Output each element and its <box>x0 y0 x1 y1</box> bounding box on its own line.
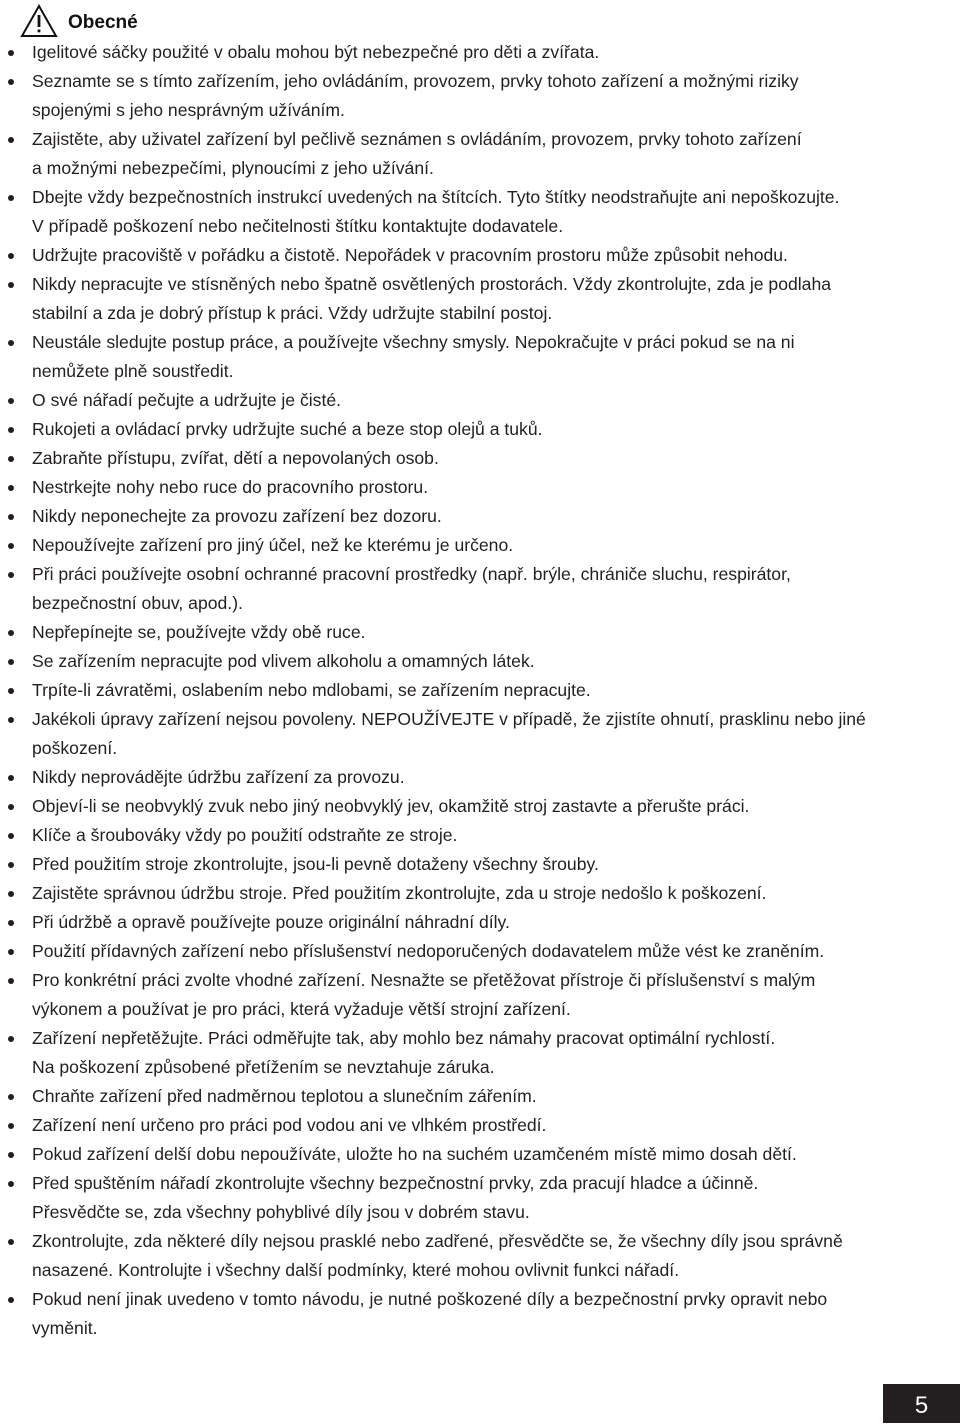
list-item-text: Udržujte pracoviště v pořádku a čistotě. Nepořádek v pracovním prostoru může způsobit nehodu. <box>32 245 788 265</box>
bullet-icon <box>8 427 14 433</box>
list-item <box>0 763 960 792</box>
list-item <box>0 38 960 67</box>
bullet-icon <box>8 1123 14 1129</box>
list-item <box>0 125 960 183</box>
list-item-text: Nepřepínejte se, používejte vždy obě ruce. <box>32 622 366 642</box>
safety-instructions-list <box>0 38 960 1343</box>
list-item <box>0 328 960 386</box>
bullet-icon <box>8 282 14 288</box>
list-item <box>0 676 960 705</box>
bullet-icon <box>8 630 14 636</box>
list-item <box>0 647 960 676</box>
bullet-icon <box>8 1297 14 1303</box>
bullet-icon <box>8 659 14 665</box>
list-item-text: Trpíte-li závratěmi, oslabením nebo mdlobami, se zařízením nepracujte. <box>32 680 591 700</box>
list-item-text: Igelitové sáčky použité v obalu mohou být nebezpečné pro děti a zvířata. <box>32 42 600 62</box>
list-item <box>0 444 960 473</box>
list-item <box>0 850 960 879</box>
bullet-icon <box>8 862 14 868</box>
list-item-text: Zařízení není určeno pro práci pod vodou ani ve vlhkém prostředí. <box>32 1115 547 1135</box>
list-item-text: vyměnit. <box>32 1318 98 1338</box>
list-item-text: Klíče a šroubováky vždy po použití odstraňte ze stroje. <box>32 825 458 845</box>
list-item <box>0 792 960 821</box>
list-item-text: Pokud není jinak uvedeno v tomto návodu, je nutné poškozené díly a bezpečnostní prvky opravit nebo <box>32 1289 828 1309</box>
list-item <box>0 1111 960 1140</box>
bullet-icon <box>8 137 14 143</box>
list-item-text: Zabraňte přístupu, zvířat, dětí a nepovolaných osob. <box>32 448 439 468</box>
list-item-text: bezpečnostní obuv, apod.). <box>32 593 243 613</box>
list-item-text: Se zařízením nepracujte pod vlivem alkoholu a omamných látek. <box>32 651 535 671</box>
bullet-icon <box>8 79 14 85</box>
list-item-text: Nepoužívejte zařízení pro jiný účel, než ke kterému je určeno. <box>32 535 514 555</box>
section-header <box>20 4 138 38</box>
section-title: Obecné <box>68 12 138 33</box>
bullet-icon <box>8 1094 14 1100</box>
bullet-icon <box>8 340 14 346</box>
list-item-text: Přesvědčte se, zda všechny pohyblivé díly jsou v dobrém stavu. <box>32 1202 530 1222</box>
list-item-text: Nikdy neponechejte za provozu zařízení bez dozoru. <box>32 506 442 526</box>
list-item <box>0 966 960 1024</box>
list-item-text: Před spuštěním nářadí zkontrolujte všechny bezpečnostní prvky, zda pracují hladce a účinně. <box>32 1173 759 1193</box>
list-item-text: Rukojeti a ovládací prvky udržujte suché a beze stop olejů a tuků. <box>32 419 543 439</box>
list-item-text: Dbejte vždy bezpečnostních instrukcí uvedených na štítcích. Tyto štítky neodstraňujte ani nepoškozujte. <box>32 187 840 207</box>
bullet-icon <box>8 1152 14 1158</box>
warning-triangle-icon <box>20 4 58 38</box>
list-item-text: Zařízení nepřetěžujte. Práci odměřujte tak, aby mohlo bez námahy pracovat optimální rychlostí. <box>32 1028 776 1048</box>
list-item-text: Jakékoli úpravy zařízení nejsou povoleny. NEPOUŽÍVEJTE v případě, že zjistíte ohnutí, prasklinu nebo jiné <box>32 709 866 729</box>
bullet-icon <box>8 1036 14 1042</box>
list-item-text: Při údržbě a opravě používejte pouze originální náhradní díly. <box>32 912 510 932</box>
bullet-icon <box>8 891 14 897</box>
bullet-icon <box>8 514 14 520</box>
list-item <box>0 821 960 850</box>
bullet-icon <box>8 920 14 926</box>
list-item-text: Nestrkejte nohy nebo ruce do pracovního prostoru. <box>32 477 429 497</box>
list-item-text: stabilní a zda je dobrý přístup k práci. Vždy udržujte stabilní postoj. <box>32 303 553 323</box>
list-item <box>0 908 960 937</box>
list-item <box>0 241 960 270</box>
list-item-text: poškození. <box>32 738 118 758</box>
bullet-icon <box>8 1239 14 1245</box>
list-item <box>0 270 960 328</box>
list-item-text: nasazené. Kontrolujte i všechny další podmínky, které mohou ovlivnit funkci nářadí. <box>32 1260 680 1280</box>
bullet-icon <box>8 804 14 810</box>
list-item-text: Zajistěte, aby uživatel zařízení byl pečlivě seznámen s ovládáním, provozem, prvky tohoto zařízení <box>32 129 802 149</box>
bullet-icon <box>8 949 14 955</box>
list-item <box>0 531 960 560</box>
list-item <box>0 618 960 647</box>
list-item <box>0 1024 960 1082</box>
bullet-icon <box>8 543 14 549</box>
list-item <box>0 879 960 908</box>
bullet-icon <box>8 978 14 984</box>
list-item-text: Seznamte se s tímto zařízením, jeho ovládáním, provozem, prvky tohoto zařízení a možnými riziky <box>32 71 799 91</box>
list-item <box>0 473 960 502</box>
list-item <box>0 1082 960 1111</box>
list-item <box>0 937 960 966</box>
bullet-icon <box>8 253 14 259</box>
list-item-text: Objeví-li se neobvyklý zvuk nebo jiný neobvyklý jev, okamžitě stroj zastavte a přerušte práci. <box>32 796 750 816</box>
list-item <box>0 1140 960 1169</box>
list-item-text: Pro konkrétní práci zvolte vhodné zařízení. Nesnažte se přetěžovat přístroje či příslušenství s malým <box>32 970 816 990</box>
list-item-text: a možnými nebezpečími, plynoucími z jeho užívání. <box>32 158 434 178</box>
bullet-icon <box>8 688 14 694</box>
list-item-text: nemůžete plně soustředit. <box>32 361 234 381</box>
list-item-text: spojenými s jeho nesprávným užíváním. <box>32 100 345 120</box>
list-item <box>0 1227 960 1285</box>
list-item-text: Použití přídavných zařízení nebo příslušenství nedoporučených dodavatelem může vést ke zraněním. <box>32 941 825 961</box>
list-item-text: Chraňte zařízení před nadměrnou teplotou a slunečním zářením. <box>32 1086 537 1106</box>
list-item <box>0 502 960 531</box>
list-item-text: O své nářadí pečujte a udržujte je čisté. <box>32 390 342 410</box>
list-item <box>0 415 960 444</box>
bullet-icon <box>8 485 14 491</box>
list-item <box>0 1285 960 1343</box>
list-item-text: V případě poškození nebo nečitelnosti štítku kontaktujte dodavatele. <box>32 216 564 236</box>
list-item-text: Zajistěte správnou údržbu stroje. Před použitím zkontrolujte, zda u stroje nedošlo k poškození. <box>32 883 767 903</box>
bullet-icon <box>8 50 14 56</box>
list-item-text: Pokud zařízení delší dobu nepoužíváte, uložte ho na suchém uzamčeném místě mimo dosah dětí. <box>32 1144 797 1164</box>
bullet-icon <box>8 833 14 839</box>
list-item-text: Neustále sledujte postup práce, a používejte všechny smysly. Nepokračujte v práci pokud se na ni <box>32 332 795 352</box>
list-item <box>0 386 960 415</box>
bullet-icon <box>8 775 14 781</box>
list-item <box>0 560 960 618</box>
bullet-icon <box>8 717 14 723</box>
list-item <box>0 67 960 125</box>
list-item-text: Před použitím stroje zkontrolujte, jsou-li pevně dotaženy všechny šrouby. <box>32 854 599 874</box>
list-item-text: Zkontrolujte, zda některé díly nejsou prasklé nebo zadřené, přesvědčte se, že všechny díly jsou správně <box>32 1231 843 1251</box>
list-item-text: Při práci používejte osobní ochranné pracovní prostředky (např. brýle, chrániče sluchu, respirátor, <box>32 564 791 584</box>
page-number: 5 <box>883 1384 960 1423</box>
bullet-icon <box>8 195 14 201</box>
list-item <box>0 183 960 241</box>
list-item-text: výkonem a používat je pro práci, která vyžaduje větší strojní zařízení. <box>32 999 571 1019</box>
list-item-text: Nikdy neprovádějte údržbu zařízení za provozu. <box>32 767 405 787</box>
list-item-text: Na poškození způsobené přetížením se nevztahuje záruka. <box>32 1057 495 1077</box>
list-item-text: Nikdy nepracujte ve stísněných nebo špatně osvětlených prostorách. Vždy zkontrolujte, zda je podlaha <box>32 274 832 294</box>
bullet-icon <box>8 572 14 578</box>
list-item <box>0 705 960 763</box>
bullet-icon <box>8 398 14 404</box>
bullet-icon <box>8 1181 14 1187</box>
bullet-icon <box>8 456 14 462</box>
list-item <box>0 1169 960 1227</box>
